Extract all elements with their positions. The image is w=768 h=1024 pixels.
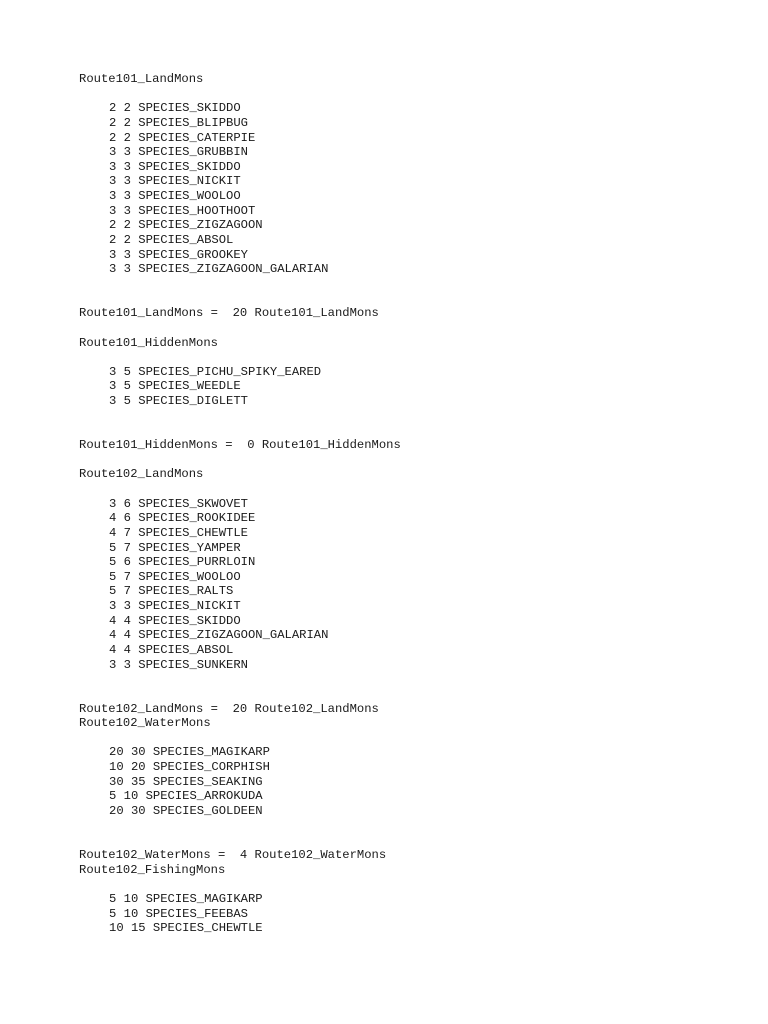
species-entry: 4 7 SPECIES_CHEWTLE bbox=[109, 525, 248, 540]
species-entry: 3 3 SPECIES_SKIDDO bbox=[109, 159, 241, 174]
species-entry: 3 3 SPECIES_GROOKEY bbox=[109, 247, 248, 262]
blank-line bbox=[79, 833, 401, 848]
species-entry: 5 10 SPECIES_FEEBAS bbox=[109, 906, 248, 921]
species-entry: 3 3 SPECIES_SUNKERN bbox=[109, 657, 248, 672]
blank-line bbox=[79, 453, 401, 468]
species-entry: 10 20 SPECIES_CORPHISH bbox=[109, 760, 270, 775]
species-entry: 4 4 SPECIES_ABSOL bbox=[109, 642, 234, 657]
species-entry: 2 2 SPECIES_ZIGZAGOON bbox=[109, 218, 263, 233]
species-entry: 3 5 SPECIES_DIGLETT bbox=[109, 394, 248, 409]
blank-line bbox=[79, 292, 401, 307]
species-entry: 3 3 SPECIES_NICKIT bbox=[109, 174, 241, 189]
species-entry: 3 5 SPECIES_PICHU_SPIKY_EARED bbox=[109, 364, 322, 379]
species-entry: 5 10 SPECIES_ARROKUDA bbox=[109, 789, 263, 804]
species-entry: 3 3 SPECIES_WOOLOO bbox=[109, 189, 241, 204]
section-header: Route102_WaterMons = 4 Route102_WaterMons bbox=[79, 847, 387, 862]
species-entry: 5 6 SPECIES_PURRLOIN bbox=[109, 555, 256, 570]
species-entry: 20 30 SPECIES_GOLDEEN bbox=[109, 804, 263, 819]
section-header: Route102_WaterMons bbox=[79, 716, 211, 731]
blank-line bbox=[79, 423, 401, 438]
species-entry: 2 2 SPECIES_BLIPBUG bbox=[109, 115, 248, 130]
section-header: Route102_LandMons bbox=[79, 467, 204, 482]
section-header: Route102_LandMons = 20 Route102_LandMons bbox=[79, 701, 379, 716]
species-entry: 2 2 SPECIES_CATERPIE bbox=[109, 130, 256, 145]
species-entry: 4 4 SPECIES_ZIGZAGOON_GALARIAN bbox=[109, 628, 329, 643]
species-entry: 3 3 SPECIES_HOOTHOOT bbox=[109, 203, 256, 218]
species-entry: 3 3 SPECIES_NICKIT bbox=[109, 599, 241, 614]
blank-line bbox=[79, 731, 401, 746]
blank-line bbox=[79, 877, 401, 892]
section-header: Route102_FishingMons bbox=[79, 862, 226, 877]
blank-line bbox=[79, 687, 401, 702]
document-text bbox=[79, 72, 401, 936]
blank-line bbox=[79, 321, 401, 336]
species-entry: 3 3 SPECIES_ZIGZAGOON_GALARIAN bbox=[109, 262, 329, 277]
species-entry: 20 30 SPECIES_MAGIKARP bbox=[109, 745, 270, 760]
species-entry: 5 7 SPECIES_WOOLOO bbox=[109, 569, 241, 584]
section-header: Route101_HiddenMons = 0 Route101_HiddenMons bbox=[79, 438, 401, 453]
blank-line bbox=[79, 482, 401, 497]
species-entry: 5 7 SPECIES_YAMPER bbox=[109, 540, 241, 555]
section-header: Route101_LandMons = 20 Route101_LandMons bbox=[79, 306, 379, 321]
species-entry: 4 4 SPECIES_SKIDDO bbox=[109, 613, 241, 628]
species-entry: 3 3 SPECIES_GRUBBIN bbox=[109, 145, 248, 160]
species-entry: 5 7 SPECIES_RALTS bbox=[109, 584, 234, 599]
species-entry: 3 5 SPECIES_WEEDLE bbox=[109, 379, 241, 394]
blank-line bbox=[79, 277, 401, 292]
species-entry: 2 2 SPECIES_ABSOL bbox=[109, 233, 234, 248]
blank-line bbox=[79, 87, 401, 102]
blank-line bbox=[79, 409, 401, 424]
species-entry: 30 35 SPECIES_SEAKING bbox=[109, 774, 263, 789]
species-entry: 5 10 SPECIES_MAGIKARP bbox=[109, 891, 263, 906]
species-entry: 4 6 SPECIES_ROOKIDEE bbox=[109, 511, 256, 526]
blank-line bbox=[79, 350, 401, 365]
blank-line bbox=[79, 819, 401, 834]
species-entry: 10 15 SPECIES_CHEWTLE bbox=[109, 921, 263, 936]
section-header: Route101_HiddenMons bbox=[79, 335, 218, 350]
blank-line bbox=[79, 672, 401, 687]
section-header: Route101_LandMons bbox=[79, 72, 204, 86]
species-entry: 3 6 SPECIES_SKWOVET bbox=[109, 496, 248, 511]
species-entry: 2 2 SPECIES_SKIDDO bbox=[109, 101, 241, 116]
